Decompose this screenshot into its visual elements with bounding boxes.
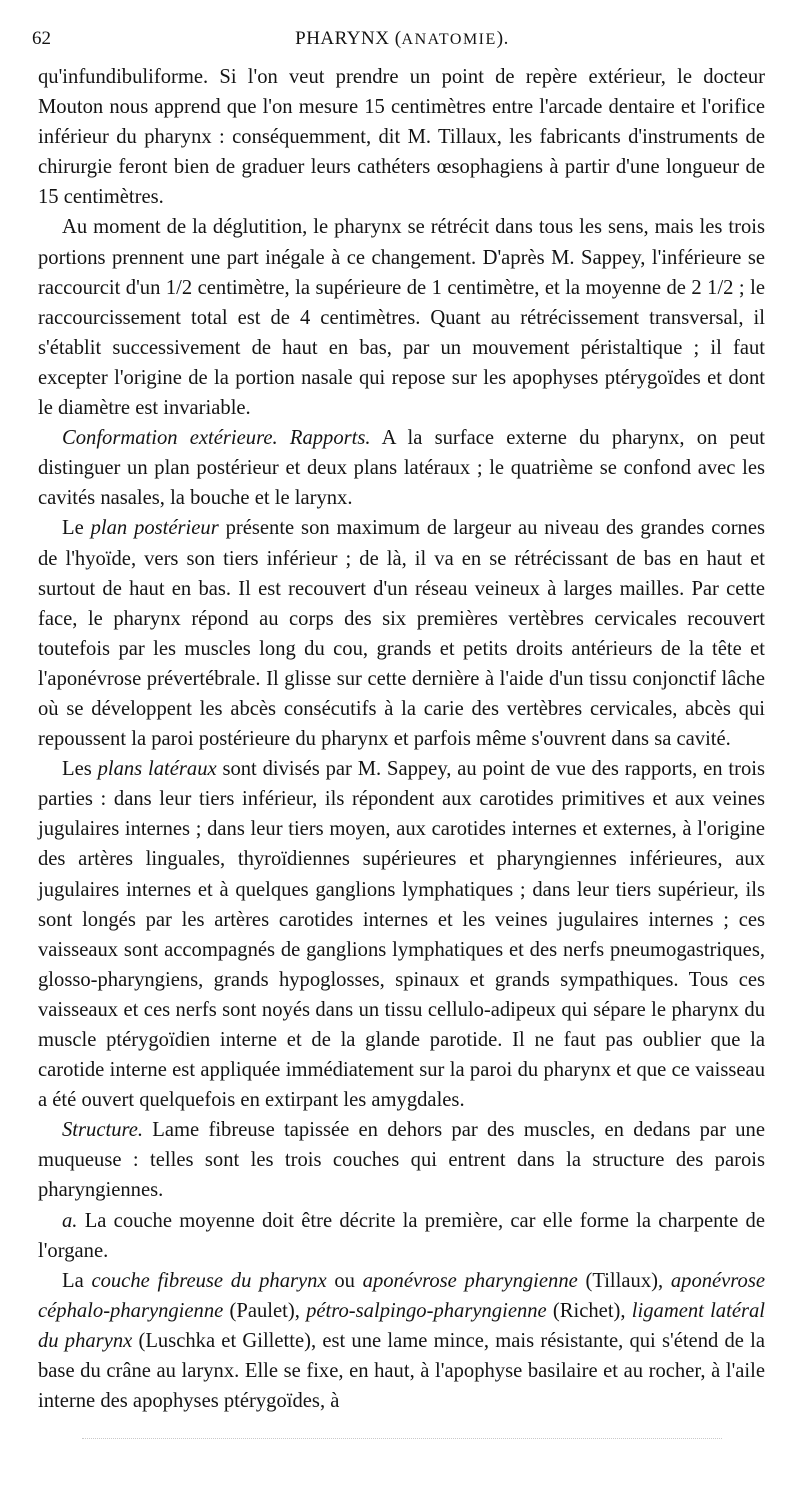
paragraph-couche-fibreuse — [38, 1266, 765, 1416]
running-head-close: ). — [496, 28, 509, 49]
paragraph-text: (Tillaux), — [577, 1269, 671, 1292]
section-heading-rapports: Rapports. — [289, 427, 371, 450]
paragraph-plan-posterieur — [38, 513, 765, 754]
term-plan-posterieur: plan postérieur — [90, 517, 219, 540]
term-plans-lateraux: plans latéraux — [97, 758, 217, 781]
paragraph-text: (Richet), — [546, 1299, 632, 1322]
paragraph-lead: Le — [62, 517, 91, 540]
page-header — [32, 24, 772, 58]
term-aponevrose-pharyngienne: aponévrose pharyngienne — [362, 1269, 578, 1292]
list-marker-a: a. — [62, 1209, 78, 1232]
page-number: 62 — [32, 28, 51, 49]
paragraph-continued: qu'infundibuliforme. Si l'on veut prendre un point de repère extérieur, le docteur Mouton nous apprend que l'on mesure 15 centimètres entre l'arcade dentaire et l'orifice inférieur du pharynx : conséquemment, dit M. Tillaux, les fabricants d'instruments de chirurgie feront bien de graduer leurs cathéters œsophagiens à partir d'une longueur de 15 centimètres. — [38, 66, 765, 209]
body-text — [38, 62, 765, 1416]
term-couche-fibreuse: couche fibreuse du pharynx — [91, 1269, 327, 1292]
term-ligament-lateral: ligament latéral du pharynx — [38, 1299, 765, 1352]
paragraph-conformation — [38, 423, 765, 513]
section-heading-structure: Structure. — [62, 1119, 144, 1142]
paragraph-text: La couche moyenne doit être décrite la première, car elle forme la charpente de l'organe. — [38, 1209, 765, 1262]
paragraph-text: ou — [326, 1269, 363, 1292]
paragraph-text: sont divisés par M. Sappey, au point de vue des rapports, en trois parties : dans leur tiers inférieur, ils répondent aux carotides primitives et aux veines jugulaires internes ; dans leur tiers moyen, aux carotides internes et externes, à l'origine des artères linguales, thyroïdiennes supérieures et pharyngiennes inférieures, aux jugulaires internes et à quelques ganglions lymphatiques ; dans leur tiers supérieur, ils sont longés par les artères carotides internes et les veines jugulaires internes ; ces vaisseaux sont accompagnés de ganglions lymphatiques et des nerfs pneumogastriques, glosso-pharyngiens, grands hypoglosses, spinaux et grands sympathiques. Tous ces vaisseaux et ces nerfs sont noyés dans un tissu cellulo-adipeux qui sépare le pharynx du muscle ptérygoïdien interne et de la glande parotide. Il ne faut pas oublier que la carotide interne est appliquée immédiatement sur la paroi du pharynx et que ce vaisseau a été ouvert quelquefois en extirpant les amygdales. — [38, 758, 766, 1112]
section-heading-conformation: Conformation extérieure. — [62, 427, 278, 450]
footer-divider — [82, 1438, 722, 1439]
term-petro-salpingo-pharyngienne: pétro-salpingo-pharyngienne — [306, 1299, 547, 1322]
running-head-subtitle: ANATOMIE — [401, 31, 497, 48]
paragraph-text: présente son maximum de largeur au niveau des grandes cornes de l'hyoïde, vers son tiers inférieur ; de là, il va en se rétrécissant de bas en haut et surtout de haut en bas. Il est recouvert d'un réseau veineux à larges mailles. Par cette face, le pharynx répond au corps des six premières vertèbres cervicales recouvert toutefois par les muscles long du cou, grands et petits droits antérieurs de la tête et l'aponévrose prévertébrale. Il glisse sur cette dernière à l'aide d'un tissu conjonctif lâche où se développent les abcès consécutifs à la carie des vertèbres cervicales, abcès qui repoussent la paroi postérieure du pharynx et parfois même s'ouvrent dans sa cavité. — [38, 517, 766, 751]
paragraph-deglutition: Au moment de la déglutition, le pharynx se rétrécit dans tous les sens, mais les trois portions prennent une part inégale à ce changement. D'après M. Sappey, l'inférieure se raccourcit d'un 1/2 centimètre, la supérieure de 1 centimètre, et la moyenne de 2 1/2 ; le raccourcissement total est de 4 centimètres. Quant au rétrécissement transversal, il s'établit successivement de haut en bas, par un mouvement péristaltique ; il faut excepter l'origine de la portion nasale qui repose sur les apophyses ptérygoïdes et dont le diamètre est invariable. — [38, 216, 765, 420]
paragraph-lead: La — [62, 1269, 92, 1292]
paragraph-text: (Paulet), — [223, 1299, 307, 1322]
paragraph-plans-lateraux — [38, 754, 765, 1115]
paragraph-text: A la surface externe du pharynx, on peut distinguer un plan postérieur et deux plans latéraux ; le quatrième se confond avec les cavités nasales, la bouche et le larynx. — [38, 427, 765, 510]
paragraph-lead: Les — [62, 758, 98, 781]
paragraph-text: Lame fibreuse tapissée en dehors par des muscles, en dedans par une muqueuse : telles sont les trois couches qui entrent dans la structure des parois pharyngiennes. — [38, 1119, 765, 1202]
paragraph-couche-moyenne — [38, 1206, 765, 1266]
running-head-title: PHARYNX ( — [295, 28, 402, 49]
paragraph-text: (Luschka et Gillette), est une lame mince, mais résistante, qui s'étend de la base du crâne au larynx. Elle se fixe, en haut, à l'apophyse basilaire et au rocher, à l'aile interne des apophyses ptérygoïdes, à — [38, 1329, 765, 1413]
running-head — [32, 28, 772, 50]
paragraph-structure — [38, 1115, 765, 1205]
term-aponevrose-cephalo-pharyngienne: aponévrose céphalo-pharyngienne — [38, 1269, 766, 1322]
